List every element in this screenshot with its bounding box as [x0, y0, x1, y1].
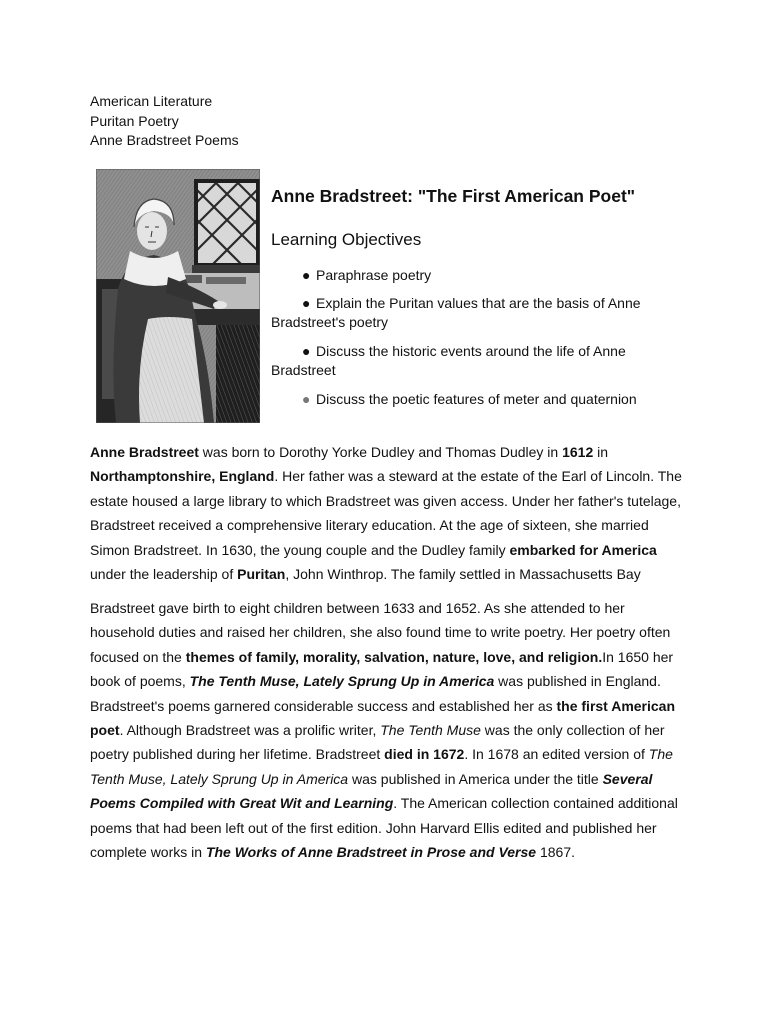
- text-run: Bradstreet gave birth to eight children between 1633 and 1652. As she attended to her household duties and raised her children, she also found time to write poetry. Her poetry often focused on the: [90, 600, 671, 665]
- text-run: was born to Dorothy Yorke Dudley and Thomas Dudley in: [198, 444, 563, 460]
- text-run: embarked for America: [509, 541, 657, 558]
- text-run: was published in America under the title: [348, 770, 603, 787]
- course-subject: American Literature: [90, 93, 213, 109]
- text-run: , John Winthrop. The family settled in Massachusetts Bay: [285, 566, 641, 583]
- text-run: Anne Bradstreet: [90, 444, 199, 460]
- bullet-icon: ●: [302, 343, 311, 359]
- bullet-icon: ●: [302, 267, 311, 283]
- list-item: ● Discuss the poetic features of meter and quaternion: [271, 390, 661, 409]
- text-run: In 1650 her book of poems,: [90, 648, 674, 690]
- text-run: . In 1678 an edited version of: [464, 746, 649, 763]
- text-run: The Tenth Muse: [380, 722, 481, 739]
- list-item: ● Paraphrase poetry: [271, 266, 661, 285]
- biography-paragraph-2: [90, 596, 690, 864]
- anne-bradstreet-portrait: [96, 169, 260, 423]
- bullet-icon: ●: [302, 391, 311, 407]
- text-run: Northamptonshire, England: [90, 468, 275, 485]
- text-run: . Although Bradstreet was a prolific writer,: [119, 722, 381, 739]
- page-title: Anne Bradstreet: "The First American Poet": [271, 186, 636, 206]
- text-run: . The American collection contained additional poems that had been left out of the first edition. John Harvard Ellis edited and published her complete works in: [90, 795, 678, 861]
- text-run: Several Poems Compiled with Great Wit and Learning: [90, 770, 653, 812]
- learning-objectives-heading: Learning Objectives: [271, 230, 422, 249]
- biography-paragraph-1: [90, 440, 690, 586]
- document-header: [90, 92, 239, 151]
- text-run: in: [593, 444, 609, 460]
- text-run: Puritan: [237, 566, 286, 583]
- text-run: themes of family, morality, salvation, nature, love, and religion.: [185, 648, 603, 665]
- text-run: was the only collection of her poetry published during her lifetime. Bradstreet: [90, 722, 665, 763]
- text-run: . Her father was a steward at the estate of the Earl of Lincoln. The estate housed a large library to which Bradstreet was given access. Under her father's tutelage, Bradstreet received a comprehensive literary education. At the age of sixteen, she married Simon Bradstreet. In 1630, the young couple and the Dudley family: [90, 468, 682, 558]
- text-run: under the leadership of: [90, 566, 238, 583]
- text-run: The Tenth Muse, Lately Sprung Up in America: [189, 673, 495, 690]
- text-run: The Tenth Muse, Lately Sprung Up in America: [90, 746, 673, 787]
- text-run: died in 1672: [384, 746, 465, 763]
- text-run: 1867.: [536, 844, 576, 861]
- text-run: the first American poet: [90, 697, 676, 739]
- list-item: ● Discuss the historic events around the life of Anne Bradstreet: [271, 343, 626, 378]
- lesson-title: Anne Bradstreet Poems: [90, 132, 239, 148]
- bullet-icon: ●: [302, 295, 311, 311]
- text-run: The Works of Anne Bradstreet in Prose and Verse: [205, 844, 537, 861]
- unit-topic: Puritan Poetry: [90, 112, 179, 129]
- list-item: ● Explain the Puritan values that are the basis of Anne Bradstreet's poetry: [271, 295, 641, 330]
- text-run: 1612: [562, 444, 594, 460]
- text-run: was published in England. Bradstreet's poems garnered considerable success and established her as: [90, 673, 661, 714]
